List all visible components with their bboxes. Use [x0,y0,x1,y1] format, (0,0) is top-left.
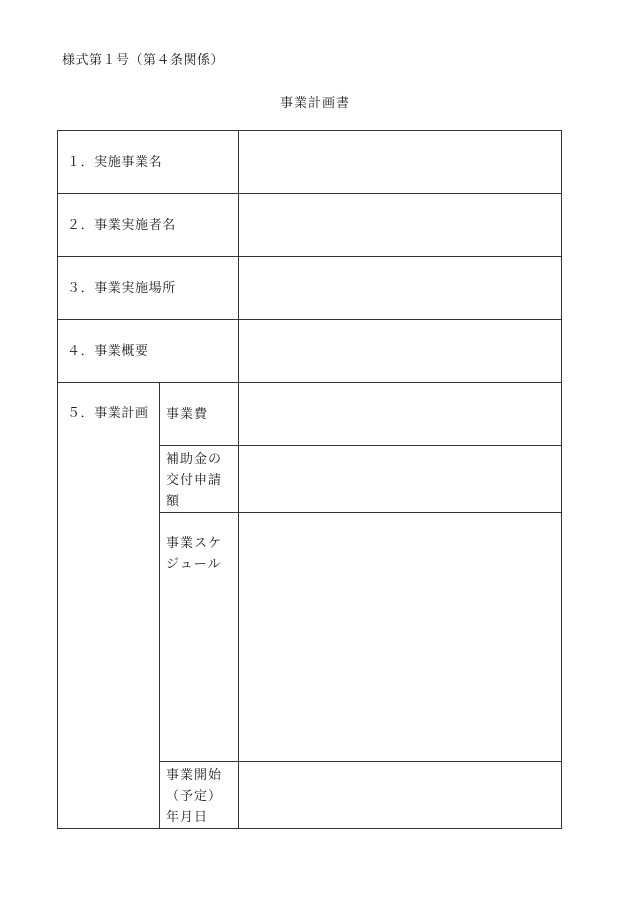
project-cost-field[interactable] [239,383,562,446]
table-row [58,131,562,194]
implementation-location-field[interactable] [239,257,562,320]
implementer-name-field[interactable] [239,194,562,257]
implementation-location-label: ３．事業実施場所 [58,257,239,320]
project-cost-label [160,383,239,446]
subsidy-application-amount-field[interactable] [239,446,562,513]
table-row [58,320,562,383]
project-start-date-label [160,762,239,829]
project-schedule-label-text: 事業スケ ジュール [166,536,223,572]
project-schedule-field[interactable] [239,513,562,762]
business-plan-table [57,130,562,829]
project-overview-field[interactable] [239,320,562,383]
table-row [58,194,562,257]
project-cost-label-text: 事業費 [166,406,209,422]
project-overview-label: ４．事業概要 [58,320,239,383]
document-title: 事業計画書 [279,96,350,111]
project-start-date-field[interactable] [239,762,562,829]
table-row [58,257,562,320]
project-start-date-label-text: 事業開始 （予定） 年月日 [166,768,223,825]
subsidy-application-amount-label-text: 補助金の 交付申請 額 [166,452,223,509]
project-schedule-label [160,513,239,762]
business-plan-label: ５．事業計画 [58,383,160,829]
implementer-name-label: ２．事業実施者名 [58,194,239,257]
table-row [58,383,562,446]
form-number: 様式第１号（第４条関係） [62,53,225,68]
subsidy-application-amount-label [160,446,239,513]
project-name-label: １．実施事業名 [58,131,239,194]
project-name-field[interactable] [239,131,562,194]
